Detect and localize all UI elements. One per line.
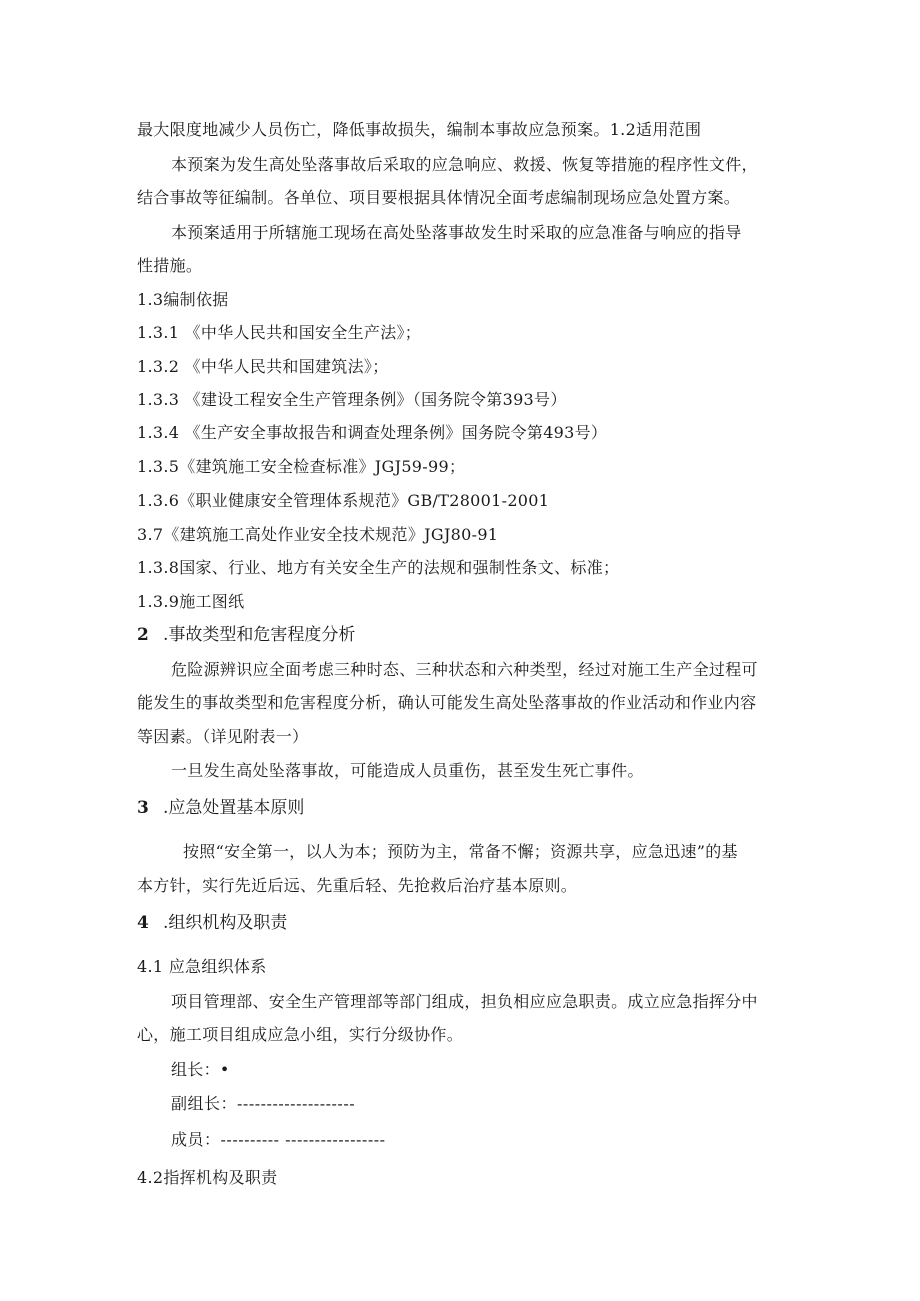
- reference-item: 1.3.2 《中华人民共和国建筑法》；: [137, 357, 389, 376]
- text-line: 按照“安全第一，以人为本；预防为主，常备不懈；资源共享，应急迅速”的基: [183, 842, 738, 861]
- text-line: 本预案适用于所辖施工现场在高处坠落事故发生时采取的应急准备与响应的指导: [171, 223, 742, 242]
- reference-item: 1.3.4 《生产安全事故报告和调查处理条例》国务院令第493号）: [137, 423, 608, 442]
- reference-item: 1.3.1 《中华人民共和国安全生产法》；: [137, 323, 422, 342]
- reference-item: 1.3.6《职业健康安全管理体系规范》GB/T28001-2001: [137, 491, 550, 510]
- text-line: 结合事故等征编制。各单位、项目要根据具体情况全面考虑编制现场应急处置方案。: [137, 188, 741, 207]
- text-line: 性措施。: [137, 256, 203, 275]
- reference-item: 3.7《建筑施工高处作业安全技术规范》JGJ80-91: [137, 525, 499, 544]
- section-number: 2: [137, 625, 149, 645]
- subsection-heading: 4.2指挥机构及职责: [137, 1168, 278, 1187]
- section-heading-3: [137, 797, 304, 819]
- reference-item: 1.3.9施工图纸: [137, 592, 245, 611]
- section-number: 3: [137, 798, 149, 818]
- members-line: 成员：---------- -----------------: [171, 1130, 386, 1149]
- subsection-heading: 4.1 应急组织体系: [137, 957, 267, 976]
- text-line: 心，施工项目组成应急小组，实行分级协作。: [137, 1025, 464, 1044]
- text-line: 等因素。（详见附表一）: [137, 727, 309, 746]
- text-line: 本预案为发生高处坠落事故后采取的应急响应、救援、恢复等措施的程序性文件，: [171, 155, 758, 174]
- reference-item: 1.3.5《建筑施工安全检查标准》JGJ59-99；: [137, 457, 466, 476]
- text-line: 项目管理部、安全生产管理部等部门组成，担负相应应急职责。成立应急指挥分中: [171, 992, 758, 1011]
- subsection-heading: 1.3编制依据: [137, 290, 229, 309]
- reference-item: 1.3.8国家、行业、地方有关安全生产的法规和强制性条文、标准；: [137, 558, 620, 577]
- section-title: .应急处置基本原则: [163, 798, 305, 818]
- text-line: 一旦发生高处坠落事故，可能造成人员重伤，甚至发生死亡事件。: [171, 761, 644, 780]
- section-title: .组织机构及职责: [163, 913, 288, 933]
- text-line: 本方针，实行先近后远、先重后轻、先抢救后治疗基本原则。: [137, 876, 578, 895]
- text-line: 最大限度地减少人员伤亡，降低事故损失，编制本事故应急预案。1.2适用范围: [137, 120, 702, 139]
- section-title: .事故类型和危害程度分析: [163, 625, 356, 645]
- deputy-leader-line: 副组长：--------------------: [171, 1094, 356, 1113]
- leader-line: 组长：•: [171, 1060, 230, 1079]
- section-heading-2: [137, 624, 355, 646]
- section-heading-4: [137, 912, 287, 934]
- text-line: 能发生的事故类型和危害程度分析，确认可能发生高处坠落事故的作业活动和作业内容: [137, 693, 757, 712]
- section-number: 4: [137, 913, 149, 933]
- reference-item: 1.3.3 《建设工程安全生产管理条例》（国务院令第393号）: [137, 390, 567, 409]
- text-line: 危险源辨识应全面考虑三种时态、三种状态和六种类型，经过对施工生产全过程可: [171, 660, 758, 679]
